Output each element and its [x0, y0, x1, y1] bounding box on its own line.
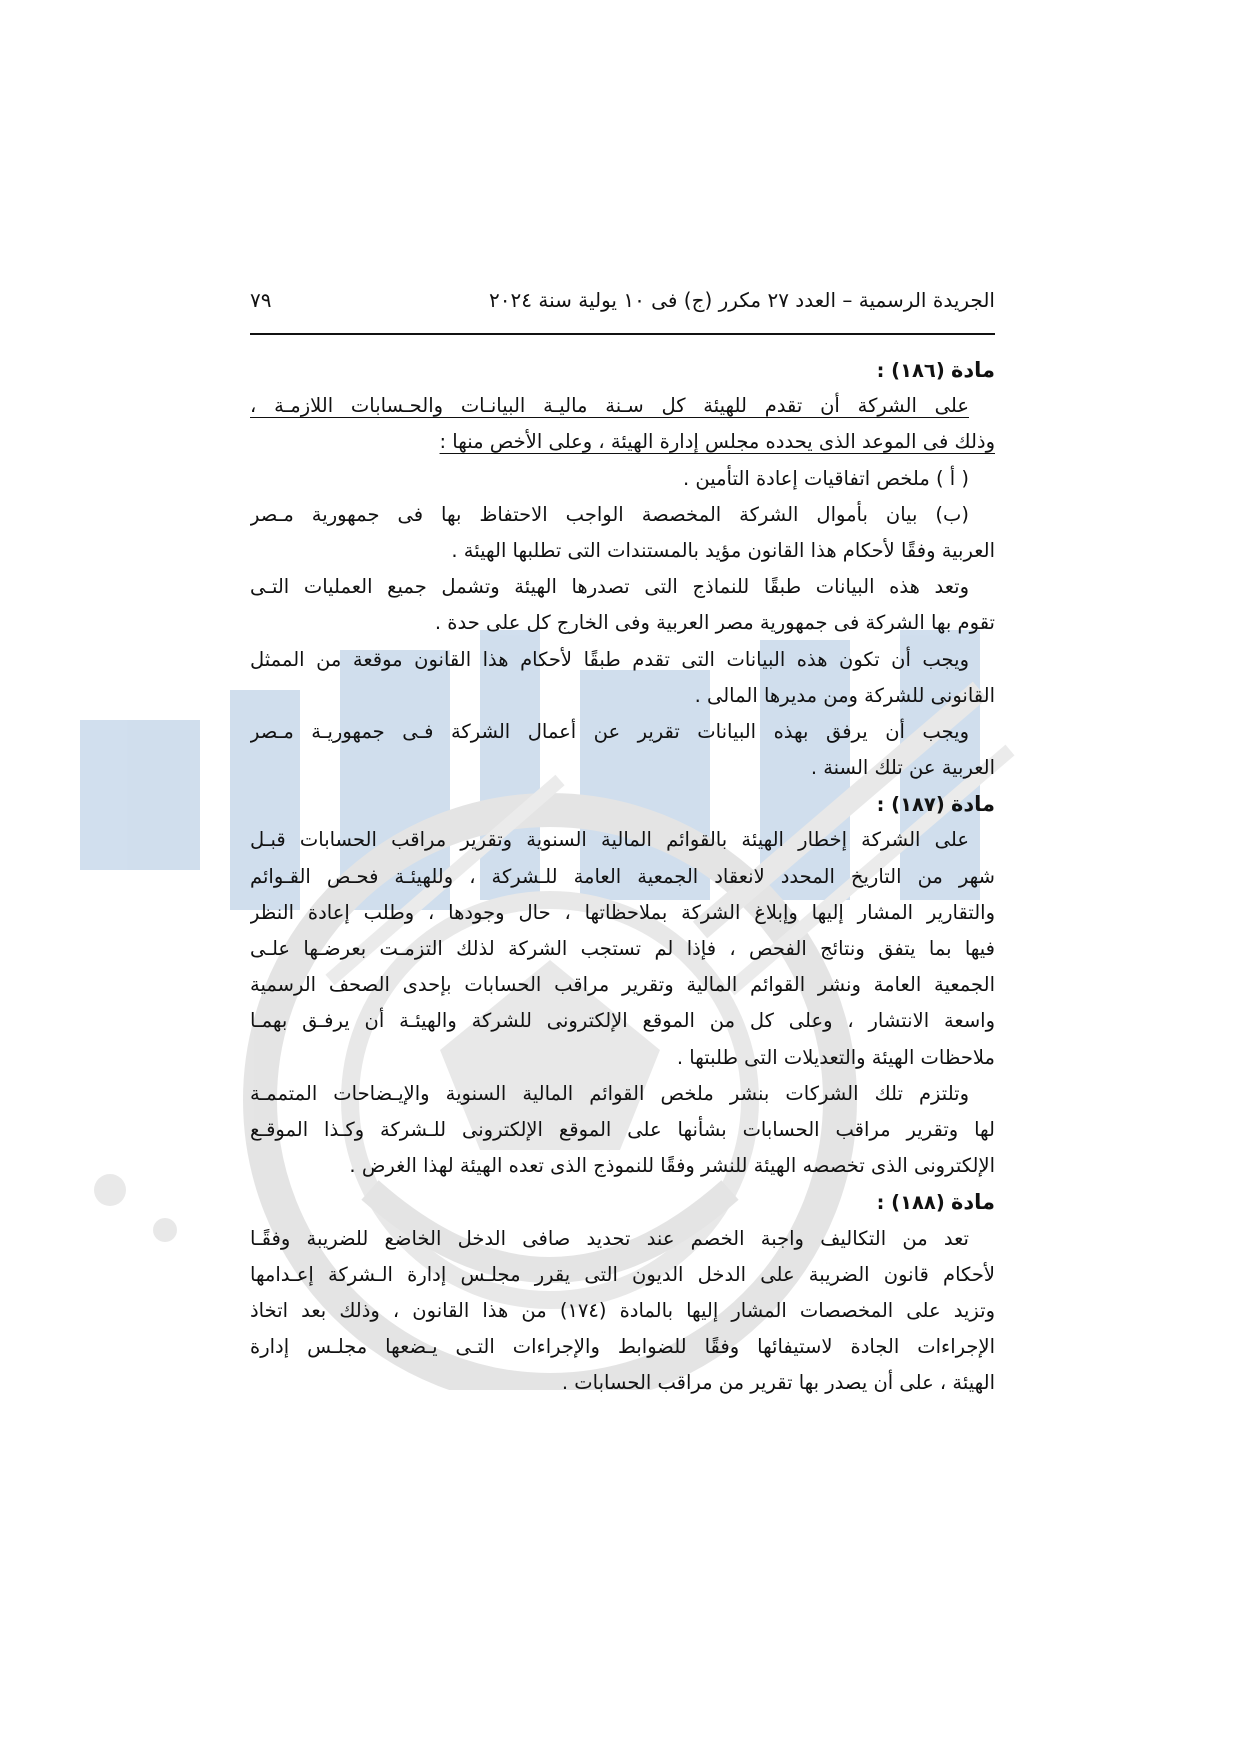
- paragraph-line: وتلتزم تلك الشركات بنشر ملخص القوائم المالية السنوية والإيـضاحات المتممـة: [250, 1081, 969, 1105]
- paragraph-line: فيها بما يتفق ونتائج الفحص ، فإذا لم تستجب الشركة لذلك التزمـت بعرضـها علـى: [250, 937, 995, 960]
- paragraph-line: والتقارير المشار إليها وإبلاغ الشركة بملاحظاتها ، حال وجودها ، وطلب إعادة النظر: [250, 900, 995, 924]
- paragraph-line: وذلك فى الموعد الذى يحدده مجلس إدارة الهيئة ، وعلى الأخص منها :: [439, 430, 995, 454]
- paragraph-line: (ب) بيان بأموال الشركة المخصصة الواجب الاحتفاظ بها فى جمهورية مـصر: [250, 502, 969, 526]
- paragraph-line: لها وتقرير مراقب الحسابات بشأنها على الموقع الإلكترونى للـشركة وكـذا الموقـع: [250, 1117, 995, 1141]
- document-body: [250, 352, 995, 1401]
- paragraph-line: تقوم بها الشركة فى جمهورية مصر العربية وفى الخارج كل على حدة .: [434, 611, 995, 635]
- paragraph-line: شهر من التاريخ المحدد لانعقاد الجمعية العامة للـشركة ، وللهيئـة فحـص القـوائم: [250, 864, 995, 888]
- paragraph-line: الإجراءات الجادة لاستيفائها وفقًا للضوابط والإجراءات التـى يـضعها مجلـس إدارة: [250, 1335, 995, 1359]
- paragraph-line: لأحكام قانون الضريبة على الدخل الديون التى يقرر مجلـس إدارة الـشركة إعـدامها: [250, 1262, 995, 1286]
- page-header: [250, 282, 995, 318]
- paragraph-line: وتعد هذه البيانات طبقًا للنماذج التى تصدرها الهيئة وتشمل جميع العمليات التـى: [250, 575, 969, 599]
- gazette-title: الجريدة الرسمية – العدد ٢٧ مكرر (ج) فى ١٠ يولية سنة ٢٠٢٤: [489, 288, 995, 312]
- page-number: ٧٩: [250, 288, 272, 312]
- article-heading: مادة (١٨٧) :: [876, 792, 995, 817]
- paragraph-line: الهيئة ، على أن يصدر بها تقرير من مراقب الحسابات .: [561, 1371, 995, 1395]
- paragraph-line: ملاحظات الهيئة والتعديلات التى طلبتها .: [676, 1045, 995, 1069]
- article-heading: مادة (١٨٦) :: [876, 358, 995, 382]
- paragraph-line: ( أ ) ملخص اتفاقيات إعادة التأمين .: [682, 466, 969, 490]
- paragraph-line: الجمعية العامة ونشر القوائم المالية وتقرير مراقب الحسابات بإحدى الصحف الرسمية: [250, 973, 995, 997]
- paragraph-line: العربية عن تلك السنة .: [810, 756, 995, 780]
- document-page: [250, 0, 995, 1755]
- paragraph-line: ويجب أن تكون هذه البيانات التى تقدم طبقًا لأحكام هذا القانون موقعة من الممثل: [250, 647, 969, 671]
- paragraph-line: على الشركة أن تقدم للهيئة كل سـنة ماليـة البيانـات والحـسابات اللازمـة ،: [250, 394, 969, 418]
- paragraph-line: العربية وفقًا لأحكام هذا القانون مؤيد بالمستندات التى تطلبها الهيئة .: [451, 538, 995, 562]
- header-divider: [250, 333, 995, 335]
- paragraph-line: القانونى للشركة ومن مديرها المالى .: [694, 683, 995, 707]
- paragraph-line: وتزيد على المخصصات المشار إليها بالمادة (١٧٤) من هذا القانون ، وذلك بعد اتخاذ: [250, 1298, 995, 1322]
- article-heading: مادة (١٨٨) :: [876, 1190, 995, 1215]
- paragraph-line: ويجب أن يرفق بهذه البيانات تقرير عن أعمال الشركة فـى جمهوريـة مـصر: [250, 719, 969, 743]
- paragraph-line: تعد من التكاليف واجبة الخصم عند تحديد صافى الدخل الخاضع للضريبة وفقًـا: [250, 1226, 969, 1250]
- paragraph-line: الإلكترونى الذى تخصصه الهيئة للنشر وفقًا للنموذج الذى تعده الهيئة لهذا الغرض .: [349, 1154, 995, 1178]
- paragraph-line: واسعة الانتشار ، وعلى كل من الموقع الإلكترونى للشركة والهيئـة أن يرفـق بهمـا: [250, 1009, 995, 1033]
- paragraph-line: على الشركة إخطار الهيئة بالقوائم المالية السنوية وتقرير مراقب الحسابات قبـل: [250, 828, 969, 852]
